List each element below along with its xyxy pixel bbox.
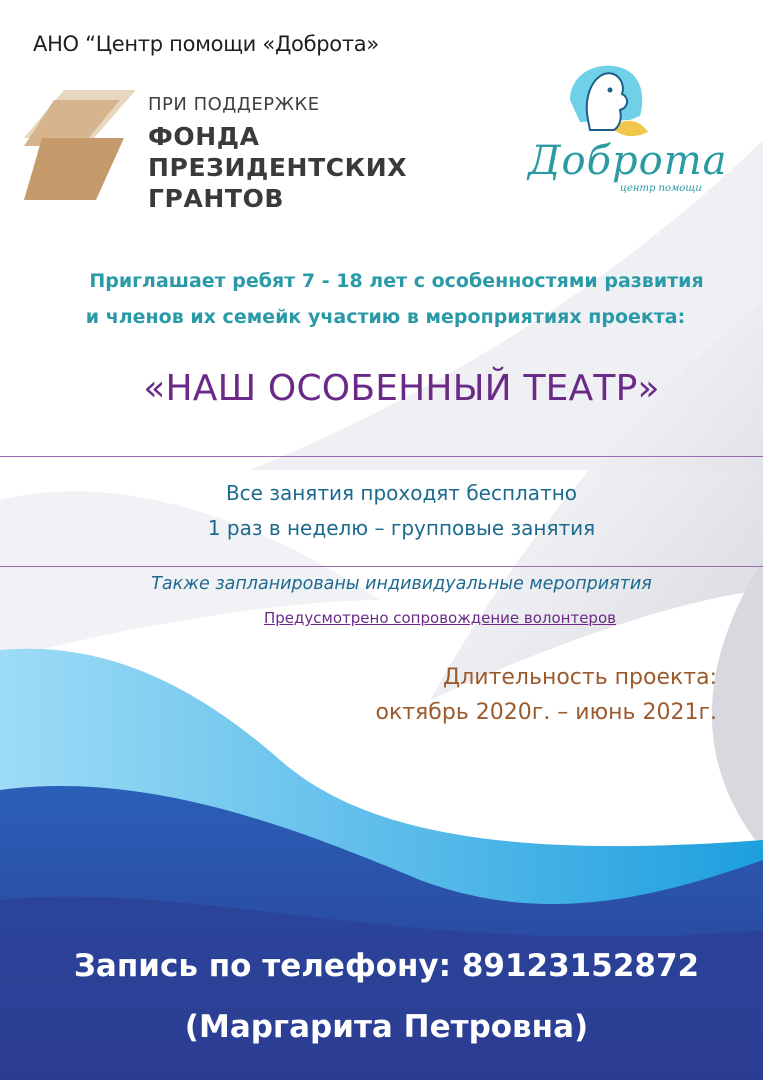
invitation-line1: Приглашает ребят 7 - 18 лет с особенностями развития — [89, 270, 704, 292]
phone-signup: Запись по телефону: 89123152872 — [73, 948, 700, 984]
organization-name: АНО “Центр помощи «Доброта» — [33, 32, 379, 56]
dobrota-brand-name: Доброта — [528, 138, 728, 184]
divider-top — [0, 456, 763, 457]
duration-label: Длительность проекта: — [443, 665, 717, 690]
support-label: ПРИ ПОДДЕРЖКЕ — [148, 94, 320, 115]
invitation-line2: и членов их семейк участию в мероприятиях проекта: — [85, 306, 686, 328]
dobrota-brand-subtitle: центр помощи — [620, 183, 702, 194]
presidential-grants-logo — [24, 90, 136, 200]
free-classes-line2: 1 раз в неделю – групповые занятия — [207, 516, 596, 540]
volunteers-note: Предусмотрено сопровождение волонтеров — [264, 609, 616, 627]
contact-person: (Маргарита Петровна) — [184, 1009, 589, 1045]
fund-name-line1: ФОНДА — [148, 122, 260, 151]
divider-bottom — [0, 566, 763, 567]
fund-name-line2: ПРЕЗИДЕНТСКИХ — [148, 153, 408, 182]
individual-events-text: Также запланированы индивидуальные мероприятия — [151, 574, 652, 594]
free-classes-line1: Все занятия проходят бесплатно — [225, 481, 578, 505]
project-title: «НАШ ОСОБЕННЫЙ ТЕАТР» — [143, 368, 660, 409]
duration-dates: октябрь 2020г. – июнь 2021г. — [375, 700, 717, 725]
dobrota-dove-logo — [560, 60, 650, 140]
fund-name-line3: ГРАНТОВ — [148, 184, 285, 213]
